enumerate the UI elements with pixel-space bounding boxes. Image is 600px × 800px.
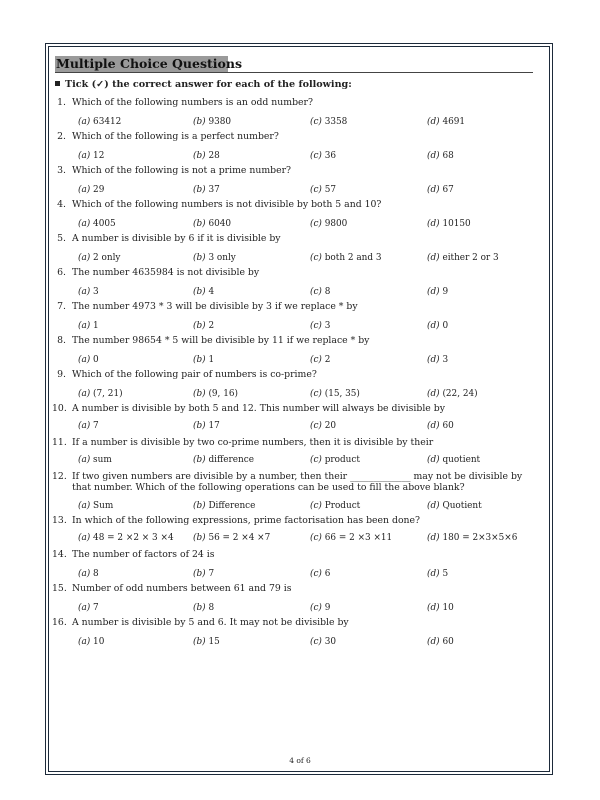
option-b[interactable]	[193, 501, 255, 511]
option-letter: (d)	[427, 355, 440, 365]
option-a[interactable]	[78, 219, 116, 229]
option-c[interactable]	[310, 501, 360, 511]
option-letter: (d)	[427, 637, 440, 647]
question-number: 16.	[52, 617, 67, 628]
option-value: 0	[93, 355, 99, 365]
option-d[interactable]	[427, 637, 454, 647]
option-value: (22, 24)	[442, 389, 478, 399]
option-value: 6	[324, 569, 331, 579]
option-value: 29	[93, 185, 105, 195]
option-d[interactable]	[427, 151, 454, 161]
question-text: In which of the following expressions, prime factorisation has been done?	[72, 515, 421, 526]
option-value: 17	[208, 421, 220, 431]
option-letter: (c)	[310, 253, 322, 263]
option-value: 60	[442, 421, 454, 431]
option-letter: (c)	[310, 637, 322, 647]
option-letter: (b)	[193, 533, 206, 543]
option-letter: (c)	[310, 501, 322, 511]
option-b[interactable]	[193, 569, 214, 579]
question-number: 13.	[52, 515, 67, 526]
option-a[interactable]	[78, 501, 113, 511]
question-number: 7.	[57, 301, 66, 312]
question-text: The number 4973 * 3 will be divisible by 3 if we replace * by	[72, 301, 358, 312]
option-letter: (c)	[310, 533, 322, 543]
option-letter: (b)	[193, 569, 206, 579]
option-letter: (a)	[78, 117, 91, 127]
question-number: 9.	[57, 369, 66, 380]
option-value: 66 = 2 ×3 ×11	[324, 533, 393, 543]
option-letter: (d)	[427, 455, 440, 465]
option-letter: (d)	[427, 287, 440, 297]
option-value: Quotient	[442, 501, 482, 511]
option-value: 68	[442, 151, 454, 161]
option-value: 10	[442, 603, 454, 613]
option-d[interactable]	[427, 389, 478, 399]
option-value: 10150	[442, 219, 471, 229]
option-value: 3	[324, 321, 331, 331]
option-value: 0	[442, 321, 449, 331]
option-value: 4	[208, 287, 215, 297]
option-value: 2	[324, 355, 331, 365]
section-title: Multiple Choice Questions	[56, 56, 242, 71]
option-value: 7	[208, 569, 215, 579]
option-value: 15	[208, 637, 220, 647]
option-value: 9	[324, 603, 331, 613]
option-value: (9, 16)	[208, 389, 238, 399]
option-value: 9	[442, 287, 449, 297]
option-d[interactable]	[427, 455, 480, 465]
question-number: 4.	[57, 199, 66, 210]
question-number: 10.	[52, 403, 67, 414]
option-value: (7, 21)	[93, 389, 123, 399]
option-letter: (d)	[427, 533, 440, 543]
option-value: 63412	[93, 117, 122, 127]
option-value: Sum	[93, 501, 114, 511]
option-c[interactable]	[310, 321, 330, 331]
question-text: Which of the following numbers is not divisible by both 5 and 10?	[72, 199, 382, 210]
option-letter: (d)	[427, 421, 440, 431]
option-value: 20	[324, 421, 337, 431]
option-c[interactable]	[310, 185, 336, 195]
option-b[interactable]	[193, 637, 220, 647]
option-value: 2	[208, 321, 215, 331]
option-a[interactable]	[78, 421, 99, 431]
question-number: 15.	[52, 583, 67, 594]
option-letter: (b)	[193, 151, 206, 161]
option-letter: (a)	[78, 603, 91, 613]
option-value: 10	[93, 637, 105, 647]
option-c[interactable]	[310, 287, 330, 297]
option-letter: (d)	[427, 569, 440, 579]
option-value: 1	[208, 355, 215, 365]
option-c[interactable]	[310, 151, 336, 161]
option-value: 30	[324, 637, 337, 647]
option-letter: (a)	[78, 389, 91, 399]
question-text: Which of the following is not a prime number?	[72, 165, 292, 176]
option-value: 3358	[324, 117, 348, 127]
option-letter: (b)	[193, 389, 206, 399]
option-value: 4691	[442, 117, 466, 127]
option-letter: (c)	[310, 321, 322, 331]
option-value: 6040	[208, 219, 232, 229]
option-d[interactable]	[427, 117, 465, 127]
option-letter: (a)	[78, 321, 91, 331]
option-letter: (a)	[78, 185, 91, 195]
option-letter: (c)	[310, 151, 322, 161]
option-value: 3	[93, 287, 99, 297]
option-value: 7	[93, 603, 99, 613]
option-value: sum	[93, 455, 112, 465]
option-letter: (b)	[193, 287, 206, 297]
option-b[interactable]	[193, 421, 220, 431]
option-d[interactable]	[427, 421, 454, 431]
option-value: 9380	[208, 117, 232, 127]
option-letter: (c)	[310, 117, 322, 127]
question-text: If a number is divisible by two co-prime numbers, then it is divisible by their	[72, 437, 434, 448]
option-value: (15, 35)	[324, 389, 360, 399]
option-c[interactable]	[310, 389, 360, 399]
option-a[interactable]	[78, 637, 104, 647]
option-value: 56 = 2 ×4 ×7	[208, 533, 271, 543]
option-a[interactable]	[78, 569, 99, 579]
option-letter: (b)	[193, 455, 206, 465]
option-c[interactable]	[310, 455, 360, 465]
option-b[interactable]	[193, 603, 214, 613]
section-title-rule	[55, 72, 533, 73]
option-value: 7	[93, 421, 99, 431]
option-c[interactable]	[310, 355, 330, 365]
option-value: Product	[324, 501, 361, 511]
option-a[interactable]	[78, 287, 99, 297]
option-letter: (b)	[193, 603, 206, 613]
option-a[interactable]	[78, 455, 112, 465]
option-value: 12	[93, 151, 105, 161]
option-c[interactable]	[310, 533, 392, 543]
option-letter: (b)	[193, 253, 206, 263]
option-b[interactable]	[193, 533, 270, 543]
option-c[interactable]	[310, 421, 336, 431]
option-d[interactable]	[427, 501, 482, 511]
option-letter: (a)	[78, 501, 91, 511]
option-value: 57	[324, 185, 337, 195]
option-a[interactable]	[78, 151, 104, 161]
option-b[interactable]	[193, 117, 231, 127]
option-value: 3 only	[208, 253, 236, 263]
option-c[interactable]	[310, 253, 382, 263]
option-b[interactable]	[193, 253, 236, 263]
option-letter: (c)	[310, 219, 322, 229]
option-letter: (b)	[193, 421, 206, 431]
option-value: 67	[442, 185, 454, 195]
question-text: Number of odd numbers between 61 and 79 is	[72, 583, 292, 594]
option-d[interactable]	[427, 253, 499, 263]
option-letter: (c)	[310, 603, 322, 613]
option-letter: (a)	[78, 455, 91, 465]
option-c[interactable]	[310, 569, 330, 579]
option-b[interactable]	[193, 151, 220, 161]
option-value: 180 = 2×3×5×6	[442, 533, 518, 543]
option-value: 8	[324, 287, 331, 297]
option-value: difference	[208, 455, 254, 465]
question-number: 5.	[57, 233, 66, 244]
option-a[interactable]	[78, 117, 121, 127]
option-letter: (c)	[310, 185, 322, 195]
instruction	[55, 79, 352, 90]
question-number: 14.	[52, 549, 67, 560]
option-letter: (c)	[310, 569, 322, 579]
option-letter: (d)	[427, 389, 440, 399]
option-letter: (a)	[78, 253, 91, 263]
option-letter: (a)	[78, 355, 91, 365]
option-c[interactable]	[310, 117, 347, 127]
question-text: The number of factors of 24 is	[72, 549, 215, 560]
option-d[interactable]	[427, 185, 454, 195]
option-b[interactable]	[193, 321, 214, 331]
question-number: 12.	[52, 471, 67, 482]
option-letter: (c)	[310, 287, 322, 297]
option-b[interactable]	[193, 185, 220, 195]
question-number: 6.	[57, 267, 66, 278]
option-a[interactable]	[78, 389, 123, 399]
option-a[interactable]	[78, 185, 104, 195]
option-d[interactable]	[427, 533, 517, 543]
option-letter: (a)	[78, 421, 91, 431]
option-a[interactable]	[78, 355, 99, 365]
option-value: 8	[208, 603, 215, 613]
question-text: Which of the following numbers is an odd number?	[72, 97, 313, 108]
option-value: 4005	[93, 219, 116, 229]
option-b[interactable]	[193, 287, 214, 297]
option-value: 8	[93, 569, 99, 579]
question-text: A number is divisible by both 5 and 12. This number will always be divisible by	[72, 403, 445, 414]
option-d[interactable]	[427, 355, 448, 365]
option-c[interactable]	[310, 637, 336, 647]
question-text-continued: that number. Which of the following operations can be used to fill the above blank?	[72, 482, 465, 493]
option-b[interactable]	[193, 219, 231, 229]
option-letter: (b)	[193, 117, 206, 127]
option-a[interactable]	[78, 603, 99, 613]
option-letter: (b)	[193, 355, 206, 365]
instruction-text: Tick (✓) the correct answer for each of the following:	[65, 79, 352, 90]
option-letter: (a)	[78, 219, 91, 229]
question-text: The number 4635984 is not divisible by	[72, 267, 260, 278]
option-d[interactable]	[427, 287, 448, 297]
option-value: Difference	[208, 501, 256, 511]
option-value: 37	[208, 185, 220, 195]
option-b[interactable]	[193, 455, 254, 465]
option-letter: (a)	[78, 637, 91, 647]
question-text: A number is divisible by 6 if it is divisible by	[72, 233, 281, 244]
question-text: Which of the following is a perfect number?	[72, 131, 279, 142]
option-letter: (a)	[78, 151, 91, 161]
option-letter: (b)	[193, 321, 206, 331]
option-letter: (a)	[78, 287, 91, 297]
option-letter: (c)	[310, 355, 322, 365]
option-b[interactable]	[193, 355, 214, 365]
option-letter: (c)	[310, 455, 322, 465]
option-value: 48 = 2 ×2 × 3 ×4	[93, 533, 174, 543]
option-letter: (b)	[193, 501, 206, 511]
page-number: 4 of 6	[289, 756, 311, 765]
option-value: either 2 or 3	[442, 253, 499, 263]
option-value: both 2 and 3	[324, 253, 382, 263]
option-b[interactable]	[193, 389, 238, 399]
question-number: 11.	[52, 437, 67, 448]
option-letter: (c)	[310, 389, 322, 399]
bullet-square-icon	[55, 81, 60, 86]
option-letter: (b)	[193, 637, 206, 647]
option-value: 36	[324, 151, 337, 161]
question-text: If two given numbers are divisible by a number, then their _____________ may not be divisible by	[72, 471, 523, 482]
option-value: quotient	[442, 455, 481, 465]
option-value: 1	[93, 321, 99, 331]
option-a[interactable]	[78, 533, 174, 543]
option-value: 5	[442, 569, 449, 579]
question-number: 2.	[57, 131, 66, 142]
option-letter: (b)	[193, 185, 206, 195]
question-text: A number is divisible by 5 and 6. It may not be divisible by	[72, 617, 349, 628]
option-letter: (c)	[310, 421, 322, 431]
option-letter: (b)	[193, 219, 206, 229]
question-number: 3.	[57, 165, 66, 176]
option-letter: (d)	[427, 501, 440, 511]
option-letter: (d)	[427, 117, 440, 127]
option-letter: (d)	[427, 321, 440, 331]
option-value: product	[324, 455, 360, 465]
option-d[interactable]	[427, 569, 448, 579]
option-value: 9800	[324, 219, 348, 229]
question-number: 1.	[57, 97, 66, 108]
question-text: The number 98654 * 5 will be divisible by 11 if we replace * by	[72, 335, 370, 346]
option-c[interactable]	[310, 219, 347, 229]
question-number: 8.	[57, 335, 66, 346]
option-letter: (d)	[427, 603, 440, 613]
option-letter: (d)	[427, 185, 440, 195]
option-value: 60	[442, 637, 454, 647]
option-value: 2 only	[93, 253, 121, 263]
option-letter: (a)	[78, 569, 91, 579]
option-d[interactable]	[427, 321, 448, 331]
option-a[interactable]	[78, 253, 120, 263]
option-letter: (d)	[427, 253, 440, 263]
option-letter: (d)	[427, 219, 440, 229]
question-text: Which of the following pair of numbers is co-prime?	[72, 369, 317, 380]
option-a[interactable]	[78, 321, 99, 331]
option-letter: (d)	[427, 151, 440, 161]
option-value: 3	[442, 355, 449, 365]
option-letter: (a)	[78, 533, 91, 543]
option-value: 28	[208, 151, 220, 161]
option-d[interactable]	[427, 219, 471, 229]
option-d[interactable]	[427, 603, 454, 613]
option-c[interactable]	[310, 603, 330, 613]
